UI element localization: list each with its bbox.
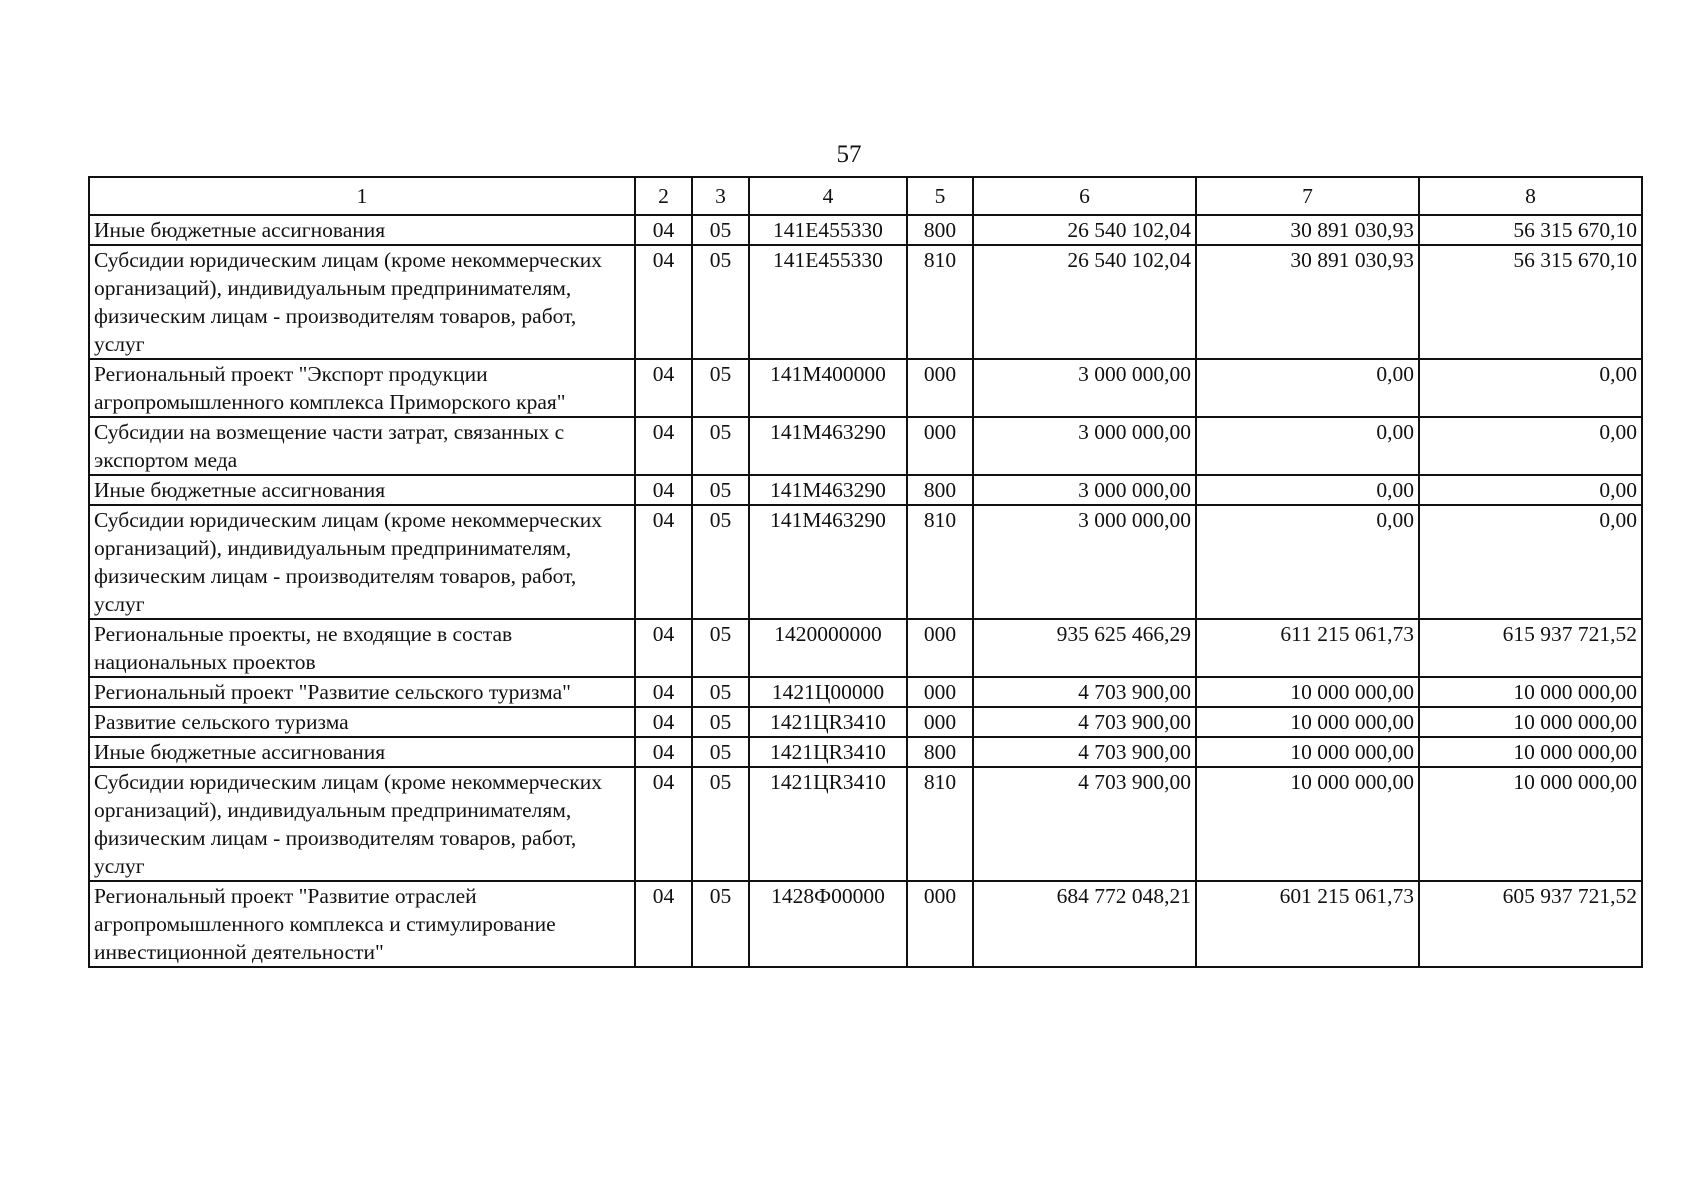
section-code: 04 (635, 767, 692, 881)
amount-col-7: 10 000 000,00 (1196, 677, 1419, 707)
amount-col-7: 0,00 (1196, 475, 1419, 505)
budget-item-name: Региональный проект "Развитие отраслей агропромышленного комплекса и стимулирование инвестиционной деятельности" (89, 881, 635, 967)
subsection-code: 05 (692, 215, 749, 245)
table-row (89, 707, 1642, 737)
amount-col-6: 26 540 102,04 (973, 215, 1196, 245)
subsection-code: 05 (692, 475, 749, 505)
amount-col-8: 56 315 670,10 (1419, 245, 1642, 359)
amount-col-8: 10 000 000,00 (1419, 737, 1642, 767)
table-row (89, 417, 1642, 475)
section-code: 04 (635, 619, 692, 677)
subsection-code: 05 (692, 505, 749, 619)
amount-col-6: 3 000 000,00 (973, 475, 1196, 505)
section-code: 04 (635, 475, 692, 505)
target-article-code: 1421ЦR3410 (749, 707, 907, 737)
header-row (89, 177, 1642, 215)
target-article-code: 1420000000 (749, 619, 907, 677)
amount-col-6: 4 703 900,00 (973, 707, 1196, 737)
amount-col-6: 4 703 900,00 (973, 737, 1196, 767)
subsection-code: 05 (692, 417, 749, 475)
column-header: 6 (973, 177, 1196, 215)
expense-type-code: 810 (907, 767, 973, 881)
table-row (89, 881, 1642, 967)
column-header: 8 (1419, 177, 1642, 215)
section-code: 04 (635, 881, 692, 967)
amount-col-8: 0,00 (1419, 475, 1642, 505)
subsection-code: 05 (692, 677, 749, 707)
budget-item-name: Региональный проект "Экспорт продукции агропромышленного комплекса Приморского края" (89, 359, 635, 417)
amount-col-7: 0,00 (1196, 359, 1419, 417)
table-row (89, 737, 1642, 767)
amount-col-8: 10 000 000,00 (1419, 677, 1642, 707)
expense-type-code: 810 (907, 505, 973, 619)
target-article-code: 141E455330 (749, 245, 907, 359)
target-article-code: 1421ЦR3410 (749, 767, 907, 881)
expense-type-code: 000 (907, 677, 973, 707)
target-article-code: 141M400000 (749, 359, 907, 417)
amount-col-6: 684 772 048,21 (973, 881, 1196, 967)
section-code: 04 (635, 359, 692, 417)
amount-col-7: 30 891 030,93 (1196, 215, 1419, 245)
expense-type-code: 000 (907, 359, 973, 417)
amount-col-8: 615 937 721,52 (1419, 619, 1642, 677)
amount-col-7: 10 000 000,00 (1196, 737, 1419, 767)
budget-item-name: Субсидии юридическим лицам (кроме некоммерческих организаций), индивидуальным предпринимателям, физическим лицам - производителям товаров, работ, услуг (89, 767, 635, 881)
budget-item-name: Субсидии юридическим лицам (кроме некоммерческих организаций), индивидуальным предпринимателям, физическим лицам - производителям товаров, работ, услуг (89, 245, 635, 359)
expense-type-code: 000 (907, 619, 973, 677)
target-article-code: 141M463290 (749, 417, 907, 475)
table-row (89, 505, 1642, 619)
target-article-code: 141E455330 (749, 215, 907, 245)
budget-table (88, 176, 1643, 968)
amount-col-8: 0,00 (1419, 505, 1642, 619)
amount-col-6: 4 703 900,00 (973, 677, 1196, 707)
amount-col-8: 0,00 (1419, 417, 1642, 475)
table-row (89, 767, 1642, 881)
amount-col-6: 935 625 466,29 (973, 619, 1196, 677)
amount-col-6: 4 703 900,00 (973, 767, 1196, 881)
subsection-code: 05 (692, 737, 749, 767)
budget-item-name: Иные бюджетные ассигнования (89, 475, 635, 505)
amount-col-8: 0,00 (1419, 359, 1642, 417)
table-row (89, 245, 1642, 359)
section-code: 04 (635, 215, 692, 245)
budget-item-name: Иные бюджетные ассигнования (89, 737, 635, 767)
amount-col-8: 10 000 000,00 (1419, 707, 1642, 737)
subsection-code: 05 (692, 767, 749, 881)
target-article-code: 141M463290 (749, 505, 907, 619)
page-number: 57 (836, 141, 862, 168)
amount-col-7: 30 891 030,93 (1196, 245, 1419, 359)
column-header: 5 (907, 177, 973, 215)
expense-type-code: 810 (907, 245, 973, 359)
subsection-code: 05 (692, 707, 749, 737)
subsection-code: 05 (692, 619, 749, 677)
amount-col-6: 3 000 000,00 (973, 505, 1196, 619)
table-row (89, 359, 1642, 417)
amount-col-6: 3 000 000,00 (973, 417, 1196, 475)
column-header: 4 (749, 177, 907, 215)
column-header: 1 (89, 177, 635, 215)
column-header: 3 (692, 177, 749, 215)
expense-type-code: 000 (907, 707, 973, 737)
column-header: 2 (635, 177, 692, 215)
budget-item-name: Субсидии на возмещение части затрат, связанных с экспортом меда (89, 417, 635, 475)
section-code: 04 (635, 417, 692, 475)
section-code: 04 (635, 707, 692, 737)
amount-col-8: 10 000 000,00 (1419, 767, 1642, 881)
amount-col-7: 601 215 061,73 (1196, 881, 1419, 967)
amount-col-7: 611 215 061,73 (1196, 619, 1419, 677)
amount-col-6: 3 000 000,00 (973, 359, 1196, 417)
amount-col-6: 26 540 102,04 (973, 245, 1196, 359)
amount-col-8: 56 315 670,10 (1419, 215, 1642, 245)
section-code: 04 (635, 245, 692, 359)
amount-col-7: 0,00 (1196, 417, 1419, 475)
budget-item-name: Иные бюджетные ассигнования (89, 215, 635, 245)
target-article-code: 1421ЦR3410 (749, 737, 907, 767)
target-article-code: 141M463290 (749, 475, 907, 505)
target-article-code: 1428Ф00000 (749, 881, 907, 967)
table-body (89, 215, 1642, 967)
table-row (89, 677, 1642, 707)
budget-item-name: Развитие сельского туризма (89, 707, 635, 737)
expense-type-code: 800 (907, 215, 973, 245)
column-header: 7 (1196, 177, 1419, 215)
amount-col-7: 10 000 000,00 (1196, 767, 1419, 881)
section-code: 04 (635, 737, 692, 767)
budget-item-name: Региональный проект "Развитие сельского туризма" (89, 677, 635, 707)
target-article-code: 1421Ц00000 (749, 677, 907, 707)
subsection-code: 05 (692, 245, 749, 359)
section-code: 04 (635, 677, 692, 707)
amount-col-8: 605 937 721,52 (1419, 881, 1642, 967)
budget-item-name: Субсидии юридическим лицам (кроме некоммерческих организаций), индивидуальным предпринимателям, физическим лицам - производителям товаров, работ, услуг (89, 505, 635, 619)
table-row (89, 619, 1642, 677)
expense-type-code: 800 (907, 737, 973, 767)
amount-col-7: 0,00 (1196, 505, 1419, 619)
table-row (89, 475, 1642, 505)
section-code: 04 (635, 505, 692, 619)
expense-type-code: 000 (907, 417, 973, 475)
expense-type-code: 000 (907, 881, 973, 967)
table-row (89, 215, 1642, 245)
expense-type-code: 800 (907, 475, 973, 505)
subsection-code: 05 (692, 881, 749, 967)
budget-item-name: Региональные проекты, не входящие в состав национальных проектов (89, 619, 635, 677)
subsection-code: 05 (692, 359, 749, 417)
amount-col-7: 10 000 000,00 (1196, 707, 1419, 737)
